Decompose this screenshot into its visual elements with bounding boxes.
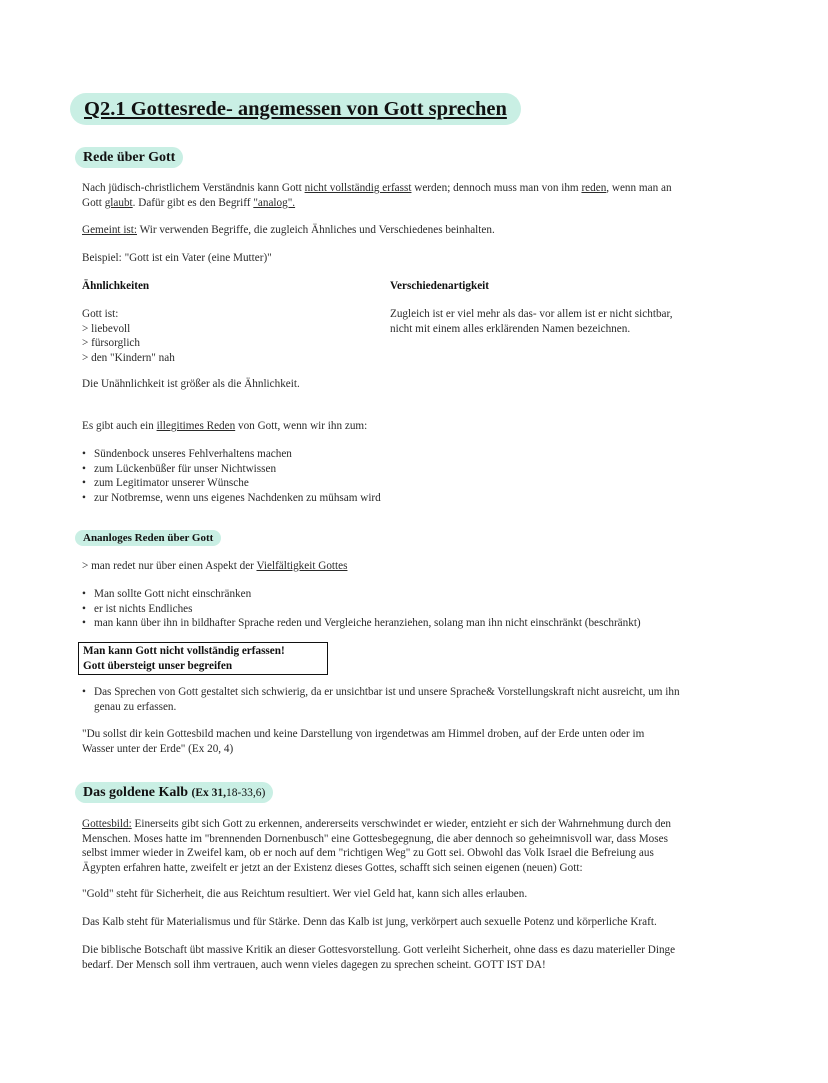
column-heading-aehnlichkeiten: Ähnlichkeiten <box>82 280 150 292</box>
aehnlichkeiten-list: Gott ist: > liebevoll > fürsorglich > den "Kindern" nah <box>82 308 175 364</box>
paragraph-botschaft: Die biblische Botschaft übt massive Kritik an dieser Gottesvorstellung. Gott verleiht Sicherheit, ohne dass es dazu materieller Dinge bedarf. Der Mensch soll ihm vertrauen, auch wenn vieles dagegen zu sprechen scheint. GOTT IST DA! <box>82 944 676 971</box>
list-item: • zum Lückenbüßer für unser Nichtwissen <box>82 462 381 477</box>
analog-list <box>82 587 641 631</box>
page-title: Q2.1 Gottesrede- angemessen von Gott sprechen <box>70 93 521 125</box>
list-item: • Man sollte Gott nicht einschränken <box>82 587 641 602</box>
list-item: • er ist nichts Endliches <box>82 602 641 617</box>
verschiedenartigkeit-text: Zugleich ist er viel mehr als das- vor allem ist er nicht sichtbar, nicht mit einem alles erklärenden Namen bezeichnen. <box>390 308 673 335</box>
paragraph-intro: Nach jüdisch-christlichem Verständnis kann Gott nicht vollständig erfasst werden; dennoch muss man von ihm reden, wenn man an Gott glaubt. Dafür gibt es den Begriff "analog". <box>82 182 672 209</box>
column-heading-verschiedenartigkeit: Verschiedenartigkeit <box>390 280 490 292</box>
section-heading-analog: Ananloges Reden über Gott <box>75 530 221 546</box>
paragraph-gold: "Gold" steht für Sicherheit, die aus Reichtum resultiert. Wer viel Geld hat, kann sich alles erlauben. <box>82 888 528 900</box>
list-item: • Das Sprechen von Gott gestaltet sich schwierig, da er unsichtbar ist und unsere Sprache& Vorstellungskraft nicht ausreicht, um ihn genau zu erfassen. <box>82 685 742 714</box>
paragraph-unaehnlichkeit: Die Unähnlichkeit ist größer als die Ähnlichkeit. <box>82 378 300 390</box>
paragraph-vielfalt: > man redet nur über einen Aspekt der Vielfältigkeit Gottes <box>82 560 348 572</box>
bible-quote: "Du sollst dir kein Gottesbild machen und keine Darstellung von irgendetwas am Himmel droben, auf der Erde unten oder im Wasser unter der Erde" (Ex 20, 4) <box>82 728 645 755</box>
list-item: • man kann über ihn in bildhafter Sprache reden und Vergleiche heranziehen, solang man ihn nicht einschränkt (beschränkt) <box>82 616 641 631</box>
list-item: • zum Legitimator unserer Wünsche <box>82 476 381 491</box>
sprechen-list <box>82 685 742 714</box>
section-heading-kalb: Das goldene Kalb (Ex 31,18-33,6) <box>75 782 273 803</box>
list-item: • zur Notbremse, wenn uns eigenes Nachdenken zu mühsam wird <box>82 491 381 506</box>
illegitim-list <box>82 447 381 505</box>
paragraph-beispiel: Beispiel: "Gott ist ein Vater (eine Mutter)" <box>82 252 272 264</box>
paragraph-gemeint: Gemeint ist: Wir verwenden Begriffe, die zugleich Ähnliches und Verschiedenes beinhalten. <box>82 224 495 236</box>
emphasis-box: Man kann Gott nicht vollständig erfassen! Gott übersteigt unser begreifen <box>78 642 328 675</box>
paragraph-kalb: Das Kalb steht für Materialismus und für Stärke. Denn das Kalb ist jung, verkörpert auch sexuelle Potenz und körperliche Kraft. <box>82 916 657 928</box>
section-heading-rede: Rede über Gott <box>75 147 183 168</box>
paragraph-gottesbild: Gottesbild: Einerseits gibt sich Gott zu erkennen, andererseits verschwindet er wieder, entzieht er sich der Wahrnehmung durch den Menschen. Moses hatte im "brennenden Dornenbusch" eine Gottesbegegnung, die aber dennoch so geheimnisvoll war, dass Moses selbst immer wieder in Zweifel kam, ob er noch auf dem "richtigen Weg" zu Gott sei. Obwohl das Volk Israel die Befreiung aus Ägypten erfahren hatte, zweifelt er jetzt an der Existenz dieses Gottes, schafft sich seinen eigenen (neuen) Gott: <box>82 818 672 874</box>
list-item: • Sündenbock unseres Fehlverhaltens machen <box>82 447 381 462</box>
paragraph-illegitim: Es gibt auch ein illegitimes Reden von Gott, wenn wir ihn zum: <box>82 420 368 432</box>
